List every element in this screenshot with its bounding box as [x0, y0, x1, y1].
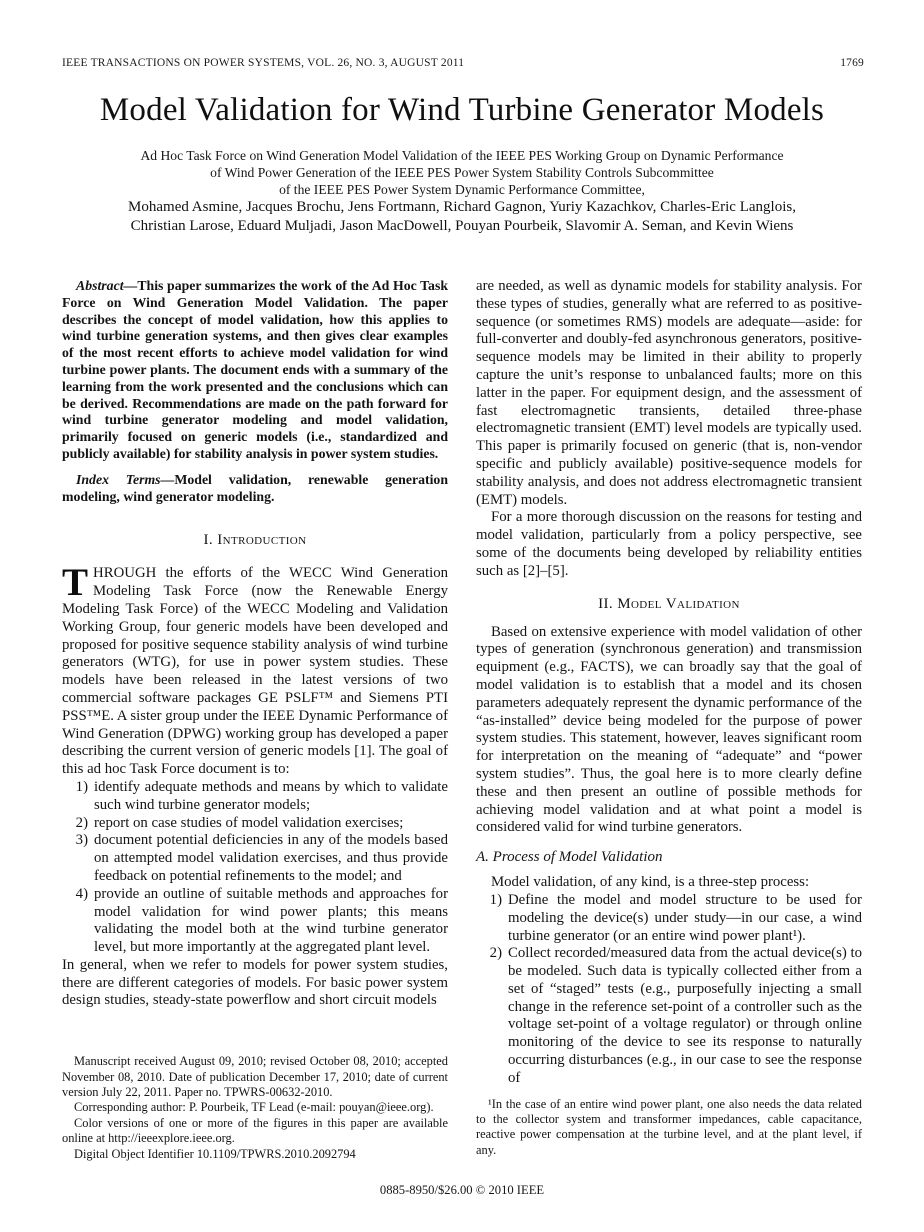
subsection-heading-process: A. Process of Model Validation [476, 849, 663, 866]
page-number: 1769 [840, 57, 864, 69]
affiliation-line: Ad Hoc Task Force on Wind Generation Model Validation of the IEEE PES Working Group on Dynamic Performance [140, 148, 784, 163]
footnote-manuscript: Manuscript received August 09, 2010; revised October 08, 2010; accepted November 08, 2010. Date of publication December 17, 2010; date of current version July 22, 2011. Paper no. TPWRS-00632-2010. [62, 1054, 448, 1099]
section-heading-model-validation: II. Model Validation [598, 595, 740, 612]
testing-discussion-paragraph: For a more thorough discussion on the reasons for testing and model validation, particularly from a policy perspective, see some of the documents being developed by reliability entities such as [2]–[5]. [476, 509, 862, 579]
section-heading-introduction: I. Introduction [203, 532, 307, 549]
list-item-text: provide an outline of suitable methods and approaches for model validation for wind power plants; this means validating the model both at the wind turbine generator level, but more importantly at the aggregated plant level. [94, 885, 448, 956]
intro-paragraph-2: In general, when we refer to models for power system studies, there are different categories of models. For basic power system design studies, steady-state powerflow and short circuit models [62, 956, 448, 1009]
footnote-corresponding-author: Corresponding author: P. Pourbeik, TF Lead (e-mail: pouyan@ieee.org). [74, 1100, 434, 1115]
list-item-number: 2) [75, 814, 88, 831]
list-item [484, 945, 862, 1087]
list-item-text: identify adequate methods and means by which to validate such wind turbine generator models; [94, 778, 448, 813]
running-head [62, 57, 864, 69]
footnote-doi: Digital Object Identifier 10.1109/TPWRS.2010.2092794 [74, 1146, 356, 1161]
list-item-number: 1) [75, 778, 88, 795]
model-validation-paragraph: Based on extensive experience with model validation of other types of generation (synchronous generation) and transmission equipment (e.g., FACTS), we can broadly say that the goal of model validation is to establish that a model and its chosen parameters adequately represent the dynamic performance of the “as-installed” device being modeled for the purpose of power system studies. This statement, however, leaves significant room for interpretation on the meaning of “adequate” and “power system studies”. Thus, the goal here is to more clearly define these and then present an outline of possible methods for achieving model validation and at what point a model is considered valid for wind turbine generators. [476, 623, 862, 836]
author-line: Mohamed Asmine, Jacques Brochu, Jens Fortmann, Richard Gagnon, Yuriy Kazachkov, Charles-Eric Langlois, [128, 199, 796, 215]
process-steps-list [484, 892, 862, 1088]
byline [62, 147, 862, 236]
list-item-number: 4) [75, 885, 88, 902]
plant-data-footnote [476, 1097, 862, 1159]
footnote-color-versions: Color versions of one or more of the figures in this paper are available online at http://ieeexplore.ieee.org. [62, 1115, 448, 1146]
list-item [70, 779, 448, 815]
list-item-text: Define the model and model structure to be used for modeling the device(s) under study—in our case, a wind turbine generator (or an entire wind power plant¹). [508, 891, 862, 944]
list-item-number: 2) [489, 945, 502, 962]
list-item [70, 886, 448, 957]
affiliation-line: of the IEEE PES Power System Dynamic Performance Committee, [279, 182, 645, 197]
intro-goal-list [70, 779, 448, 957]
copyright-footer: 0885-8950/$26.00 © 2010 IEEE [379, 1183, 545, 1197]
intro-paragraph-1-text: HROUGH the efforts of the WECC Wind Generation Modeling Task Force (now the Renewable Energy Modeling Task Force) of the WECC Modeling and Validation Working Group, four generic models have been developed and proposed for positive sequence stability analysis of wind turbine generators (WTG), for use in power system studies. These models have been released in the latest versions of two commercial software packages GE PSLF™ and Siemens PTI PSS™E. A sister group under the IEEE Dynamic Performance of Wind Generation (DPWG) working group has developed a paper describing the current version of generic models [1]. The goal of this ad hoc Task Force document is to: [62, 565, 448, 778]
list-item-number: 3) [75, 832, 88, 849]
process-lead-paragraph: Model validation, of any kind, is a three-step process: [491, 874, 810, 891]
list-item [484, 892, 862, 945]
abstract-label: Abstract— [76, 278, 138, 293]
list-item-text: report on case studies of model validation exercises; [94, 814, 404, 831]
index-terms-label: Index Terms— [76, 471, 175, 487]
list-item-text: document potential deficiencies in any of the models based on attempted model validation exercises, and thus provide feedback on potential refinements to the model; and [94, 832, 448, 884]
continuation-paragraph: are needed, as well as dynamic models for stability analysis. For these types of studies, generally what are referred to as positive-sequence (or sometimes RMS) models are adequate—aside: for full-converter and doubly-fed asynchronous generators, positive-sequence models may be limited in their ability to properly capture the unit’s response to unbalanced faults; more on this latter in the paper. For equipment design, and the assessment of fast electromagnetic transients, detailed three-phase electromagnetic transient (EMT) level models are typically used. This paper is primarily focused on generic (that is, non-vendor specific and publicly available) positive-sequence models for stability analysis, and does not address electromagnetic transient (EMT) models. [476, 278, 862, 508]
footnote-plant-data-text: ¹In the case of an entire wind power plant, one also needs the data related to the collector system and transformer impedances, cable capacitance, reactive power compensation at the turbine level, and at the plant level, if any. [476, 1096, 862, 1157]
index-terms-text: Model validation, renewable generation modeling, wind generator modeling. [62, 471, 448, 504]
dropcap-letter: T [62, 561, 89, 605]
list-item [70, 815, 448, 833]
affiliation-line: of Wind Power Generation of the IEEE PES Power System Stability Controls Subcommittee [210, 165, 714, 180]
left-column [62, 278, 448, 1164]
two-column-body [62, 278, 862, 1164]
first-page-footnote [62, 1054, 448, 1162]
list-item-text: Collect recorded/measured data from the actual device(s) to be modeled. Such data is typically collected either from a set of “staged” tests (e.g., purposefully injecting a small change in the reference set-point of a controller such as the voltage set-point of a voltage regulator) or through online monitoring of the device to see its response to naturally occurring disturbances (e.g., in our case to see the response of [508, 945, 862, 1086]
index-terms [62, 472, 448, 506]
journal-line: IEEE TRANSACTIONS ON POWER SYSTEMS, VOL. 26, NO. 3, AUGUST 2011 [62, 57, 465, 69]
intro-paragraph-1 [62, 561, 448, 779]
abstract [62, 278, 448, 463]
list-item [70, 832, 448, 885]
right-column [476, 278, 862, 1164]
author-line: Christian Larose, Eduard Muljadi, Jason MacDowell, Pouyan Pourbeik, Slavomir A. Seman, and Kevin Wiens [130, 218, 794, 234]
list-item-number: 1) [489, 891, 502, 908]
paper-title: Model Validation for Wind Turbine Generator Models [99, 92, 825, 128]
abstract-text: This paper summarizes the work of the Ad Hoc Task Force on Wind Generation Model Validation. The paper describes the concept of model validation, how this applies to wind turbine generation systems, and then gives clear examples of the most recent efforts to achieve model validation for wind turbine power plants. The document ends with a summary of the learning from the work presented and the conclusions which can be derived. Recommendations are made on the path forward for wind turbine generator modeling and model validation, primarily focused on generic models (i.e., standardized and publicly available) for stability analysis in power system studies. [62, 278, 448, 461]
